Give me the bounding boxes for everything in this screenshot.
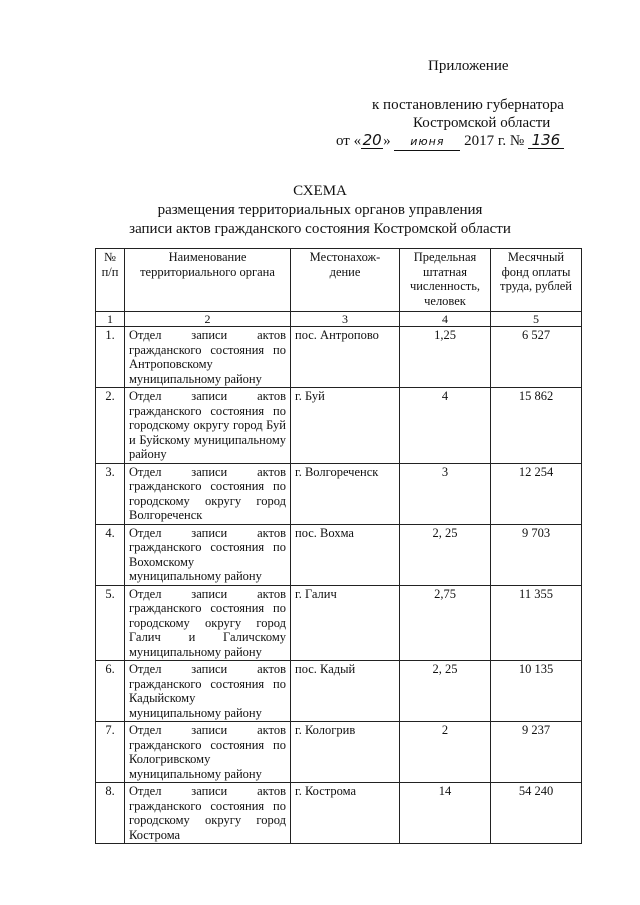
column-number: 1: [96, 312, 125, 327]
header-monthly-payroll: Месячный фонд оплаты труда, рублей: [491, 249, 582, 312]
office-name: Отдел записи актов гражданского состояния по Кологривскому муниципальному району: [125, 722, 291, 783]
monthly-payroll: 11 355: [491, 585, 582, 661]
monthly-payroll: 15 862: [491, 388, 582, 464]
decree-date-line: [336, 132, 564, 151]
office-location: г. Кологрив: [291, 722, 400, 783]
office-name: Отдел записи актов гражданского состояния по Антроповскому муниципальному району: [125, 327, 291, 388]
decree-month: июня: [394, 134, 460, 151]
monthly-payroll: 54 240: [491, 783, 582, 844]
row-number: 2.: [96, 388, 125, 464]
office-location: г. Кострома: [291, 783, 400, 844]
staff-limit: 2: [400, 722, 491, 783]
staff-limit: 2, 25: [400, 661, 491, 722]
staff-limit: 14: [400, 783, 491, 844]
decree-reference: к постановлению губернатора: [372, 97, 564, 113]
header-location: Местонахож-дение: [291, 249, 400, 312]
table-row: [96, 463, 582, 524]
row-number: 4.: [96, 524, 125, 585]
staff-limit: 2,75: [400, 585, 491, 661]
staff-limit: 4: [400, 388, 491, 464]
monthly-payroll: 6 527: [491, 327, 582, 388]
staff-limit: 2, 25: [400, 524, 491, 585]
office-name: Отдел записи актов гражданского состояния по городскому округу город Галич и Галичскому муниципальному району: [125, 585, 291, 661]
date-prefix: от «: [336, 133, 362, 149]
table-header-row: [96, 249, 582, 312]
appendix-label: Приложение: [428, 58, 509, 74]
table-row: [96, 585, 582, 661]
table-row: [96, 524, 582, 585]
office-location: пос. Вохма: [291, 524, 400, 585]
row-number: 5.: [96, 585, 125, 661]
document-subtitle-line-2: записи актов гражданского состояния Костромской области: [129, 221, 511, 237]
document-subtitle-line-1: размещения территориальных органов управления: [157, 202, 483, 218]
table-row: [96, 722, 582, 783]
column-number-row: [96, 312, 582, 327]
monthly-payroll: 9 237: [491, 722, 582, 783]
office-name: Отдел записи актов гражданского состояния по Кадыйскому муниципальному району: [125, 661, 291, 722]
staff-limit: 1,25: [400, 327, 491, 388]
column-number: 3: [291, 312, 400, 327]
staff-limit: 3: [400, 463, 491, 524]
offices-table: [95, 248, 582, 844]
document-title: СХЕМА: [293, 183, 347, 199]
row-number: 3.: [96, 463, 125, 524]
header-staff-limit: Предельная штатная численность, человек: [400, 249, 491, 312]
column-number: 2: [125, 312, 291, 327]
column-number: 5: [491, 312, 582, 327]
header-office-name: Наименование территориального органа: [125, 249, 291, 312]
office-name: Отдел записи актов гражданского состояния по Вохомскому муниципальному району: [125, 524, 291, 585]
decree-number: 136: [528, 132, 564, 149]
decree-year: 2017 г. №: [464, 133, 525, 149]
office-name: Отдел записи актов гражданского состояния по городскому округу город Волгореченск: [125, 463, 291, 524]
office-location: пос. Антропово: [291, 327, 400, 388]
monthly-payroll: 9 703: [491, 524, 582, 585]
decree-day: 20: [362, 131, 382, 149]
office-location: г. Буй: [291, 388, 400, 464]
office-location: г. Галич: [291, 585, 400, 661]
row-number: 1.: [96, 327, 125, 388]
office-name: Отдел записи актов гражданского состояния по городскому округу город Кострома: [125, 783, 291, 844]
office-name: Отдел записи актов гражданского состояния по городскому округу город Буй и Буйскому муниципальному району: [125, 388, 291, 464]
office-location: пос. Кадый: [291, 661, 400, 722]
date-mid: »: [383, 133, 391, 149]
table-row: [96, 661, 582, 722]
region-name: Костромской области: [413, 115, 551, 131]
table-row: [96, 327, 582, 388]
table-row: [96, 783, 582, 844]
office-location: г. Волгореченск: [291, 463, 400, 524]
row-number: 7.: [96, 722, 125, 783]
row-number: 8.: [96, 783, 125, 844]
header-index: № п/п: [96, 249, 125, 312]
column-number: 4: [400, 312, 491, 327]
table-row: [96, 388, 582, 464]
monthly-payroll: 12 254: [491, 463, 582, 524]
row-number: 6.: [96, 661, 125, 722]
monthly-payroll: 10 135: [491, 661, 582, 722]
